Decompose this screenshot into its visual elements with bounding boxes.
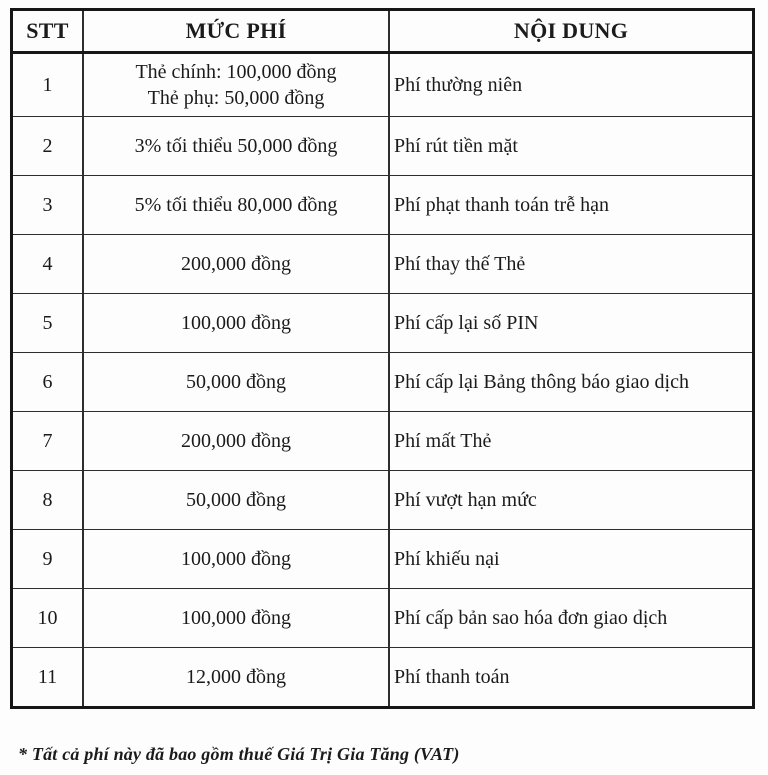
table-row xyxy=(12,53,754,117)
document-page xyxy=(10,8,755,764)
cell-content: Phí mất Thẻ xyxy=(389,412,754,471)
cell-content: Phí khiếu nại xyxy=(389,530,754,589)
cell-fee: 3% tối thiểu 50,000 đồng xyxy=(83,117,389,176)
cell-stt: 3 xyxy=(12,176,84,235)
table-row xyxy=(12,589,754,648)
cell-fee: 5% tối thiểu 80,000 đồng xyxy=(83,176,389,235)
cell-content: Phí thường niên xyxy=(389,53,754,117)
table-row xyxy=(12,530,754,589)
cell-stt: 11 xyxy=(12,648,84,708)
column-header-stt: STT xyxy=(12,10,84,53)
fee-table-body xyxy=(12,53,754,708)
cell-content: Phí phạt thanh toán trễ hạn xyxy=(389,176,754,235)
column-header-noi-dung: NỘI DUNG xyxy=(389,10,754,53)
table-row xyxy=(12,176,754,235)
cell-stt: 7 xyxy=(12,412,84,471)
cell-stt: 10 xyxy=(12,589,84,648)
cell-fee: 100,000 đồng xyxy=(83,530,389,589)
cell-stt: 1 xyxy=(12,53,84,117)
table-row xyxy=(12,353,754,412)
cell-stt: 8 xyxy=(12,471,84,530)
cell-content: Phí cấp lại số PIN xyxy=(389,294,754,353)
cell-stt: 4 xyxy=(12,235,84,294)
cell-content: Phí cấp lại Bảng thông báo giao dịch xyxy=(389,353,754,412)
cell-content: Phí cấp bản sao hóa đơn giao dịch xyxy=(389,589,754,648)
vat-footnote: * Tất cả phí này đã bao gồm thuế Giá Trị Gia Tăng (VAT) xyxy=(18,744,460,764)
cell-content: Phí vượt hạn mức xyxy=(389,471,754,530)
cell-fee: 50,000 đồng xyxy=(83,471,389,530)
table-header-row xyxy=(12,10,754,53)
table-row xyxy=(12,471,754,530)
cell-content: Phí rút tiền mặt xyxy=(389,117,754,176)
cell-content: Phí thanh toán xyxy=(389,648,754,708)
cell-fee: Thẻ chính: 100,000 đồng Thẻ phụ: 50,000 đồng xyxy=(83,53,389,117)
column-header-muc-phi: MỨC PHÍ xyxy=(83,10,389,53)
table-row xyxy=(12,294,754,353)
cell-fee: 50,000 đồng xyxy=(83,353,389,412)
cell-stt: 9 xyxy=(12,530,84,589)
fee-table xyxy=(10,8,755,709)
cell-stt: 2 xyxy=(12,117,84,176)
cell-fee: 12,000 đồng xyxy=(83,648,389,708)
cell-stt: 5 xyxy=(12,294,84,353)
table-row xyxy=(12,235,754,294)
table-row xyxy=(12,648,754,708)
cell-fee: 200,000 đồng xyxy=(83,235,389,294)
cell-content: Phí thay thế Thẻ xyxy=(389,235,754,294)
table-row xyxy=(12,412,754,471)
cell-fee: 200,000 đồng xyxy=(83,412,389,471)
table-row xyxy=(12,117,754,176)
cell-stt: 6 xyxy=(12,353,84,412)
cell-fee: 100,000 đồng xyxy=(83,294,389,353)
cell-fee: 100,000 đồng xyxy=(83,589,389,648)
